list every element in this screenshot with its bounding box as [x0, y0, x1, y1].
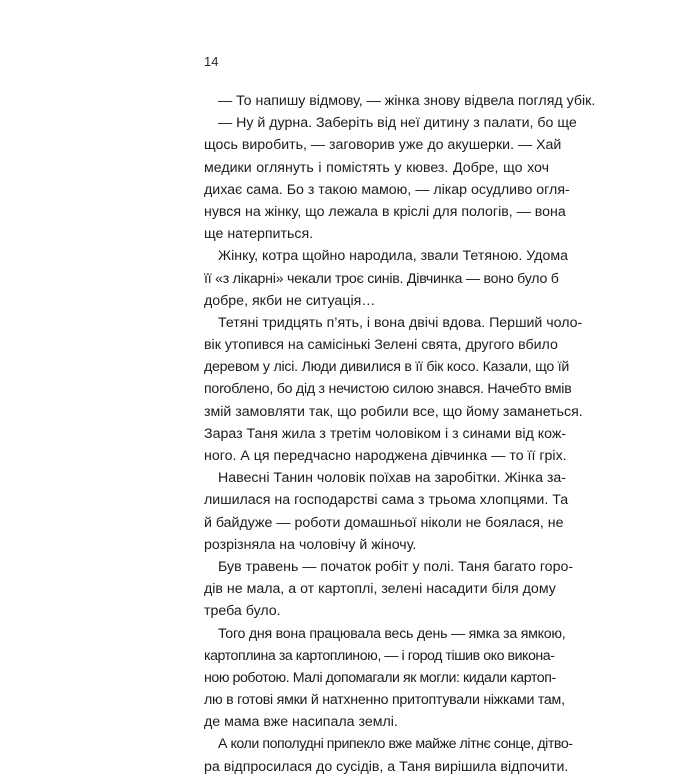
text-line: ного. А ця передчасно народжена дівчинка — то її гріх. [204, 448, 567, 464]
text-line: поroблено, бо дід з нечистою силою знався. Начебто вмів [204, 381, 572, 398]
text-line: Зараз Таня жила з третім чоловіком і з синами від кож- [204, 425, 567, 442]
text-line: дихає сама. Бо з такою мамою, — лікар осудливо огля- [204, 181, 570, 198]
paragraph [204, 245, 568, 312]
text-line: Тетяні тридцять п’ять, і вона двічі вдова. Перший чоло- [218, 314, 583, 331]
text-line: добре, якби не ситуація… [204, 292, 376, 309]
paragraph [204, 112, 577, 245]
text-line: й байдуже — роботи домашньої ніколи не боялася, не [204, 514, 564, 531]
paragraph [204, 90, 596, 112]
text-line: її «з лікарні» чекали троє синів. Дівчинка — воно було б [204, 270, 559, 287]
text-line: Жінку, котра щойно народила, звали Тетяною. Удома [218, 248, 568, 265]
text-line: ра відпросилася до сусідів, а Таня вирішила відпочити. [204, 758, 569, 775]
text-line: щось виробить, — заговорив уже до акушерки. — Хай [204, 137, 562, 154]
text-line: А коли пополудні припекло вже майже літнє сонце, дітво- [218, 736, 573, 753]
text-line: Навесні Танин чоловік поїхав на заробітки. Жінка за- [218, 470, 567, 487]
text-line: ною роботою. Малі допомагали як могли: кидали картоп- [204, 669, 556, 686]
text-line: вік утопився на самісінькі Зелені свята, другого вбило [204, 337, 558, 354]
text-line: дів не мала, а от картоплі, зелені насадити біля дому [204, 581, 556, 598]
text-line: треба було. [204, 603, 281, 620]
text-line: деревом у лісі. Люди дивилися в її бік косо. Казали, що їй [204, 359, 570, 376]
paragraph [204, 312, 583, 467]
text-line: — То напишу відмову, — жінка знову відвела погляд убік. [218, 93, 596, 109]
text-line: лю в готові ямки й натхненно притоптували ніжками там, [204, 692, 565, 709]
text-line: де мама вже насипала землі. [204, 714, 398, 731]
text-line: нувся на жінку, що лежала в кріслі для пологів, — вона [204, 203, 566, 220]
paragraph [204, 623, 566, 734]
paragraph [204, 733, 573, 777]
text-line: лишилася на господарстві сама з трьома хлопцями. Та [204, 492, 569, 509]
text-line: ще натерпиться. [204, 226, 314, 243]
text-line: Був травень — початок робіт у полі. Таня багато горо- [218, 558, 574, 575]
page-number: 14 [204, 54, 219, 69]
paragraph [204, 467, 569, 556]
text-line: картоплина за картоплиною, — і город тішив око викона- [204, 647, 555, 664]
text-line: медики оглянуть і помістять у кювез. Добре, що хоч [204, 159, 549, 176]
text-line: — Ну й дурна. Заберіть від неї дитину з палати, бо ще [218, 115, 577, 132]
text-line: змій замовляти так, що робили все, що йому заманеться. [204, 403, 583, 420]
text-line: розрізняла на чоловічу й жіночу. [204, 536, 417, 553]
body-text [204, 90, 596, 778]
paragraph [204, 556, 574, 623]
text-line: Того дня вона працювала весь день — ямка за ямкою, [218, 625, 566, 642]
